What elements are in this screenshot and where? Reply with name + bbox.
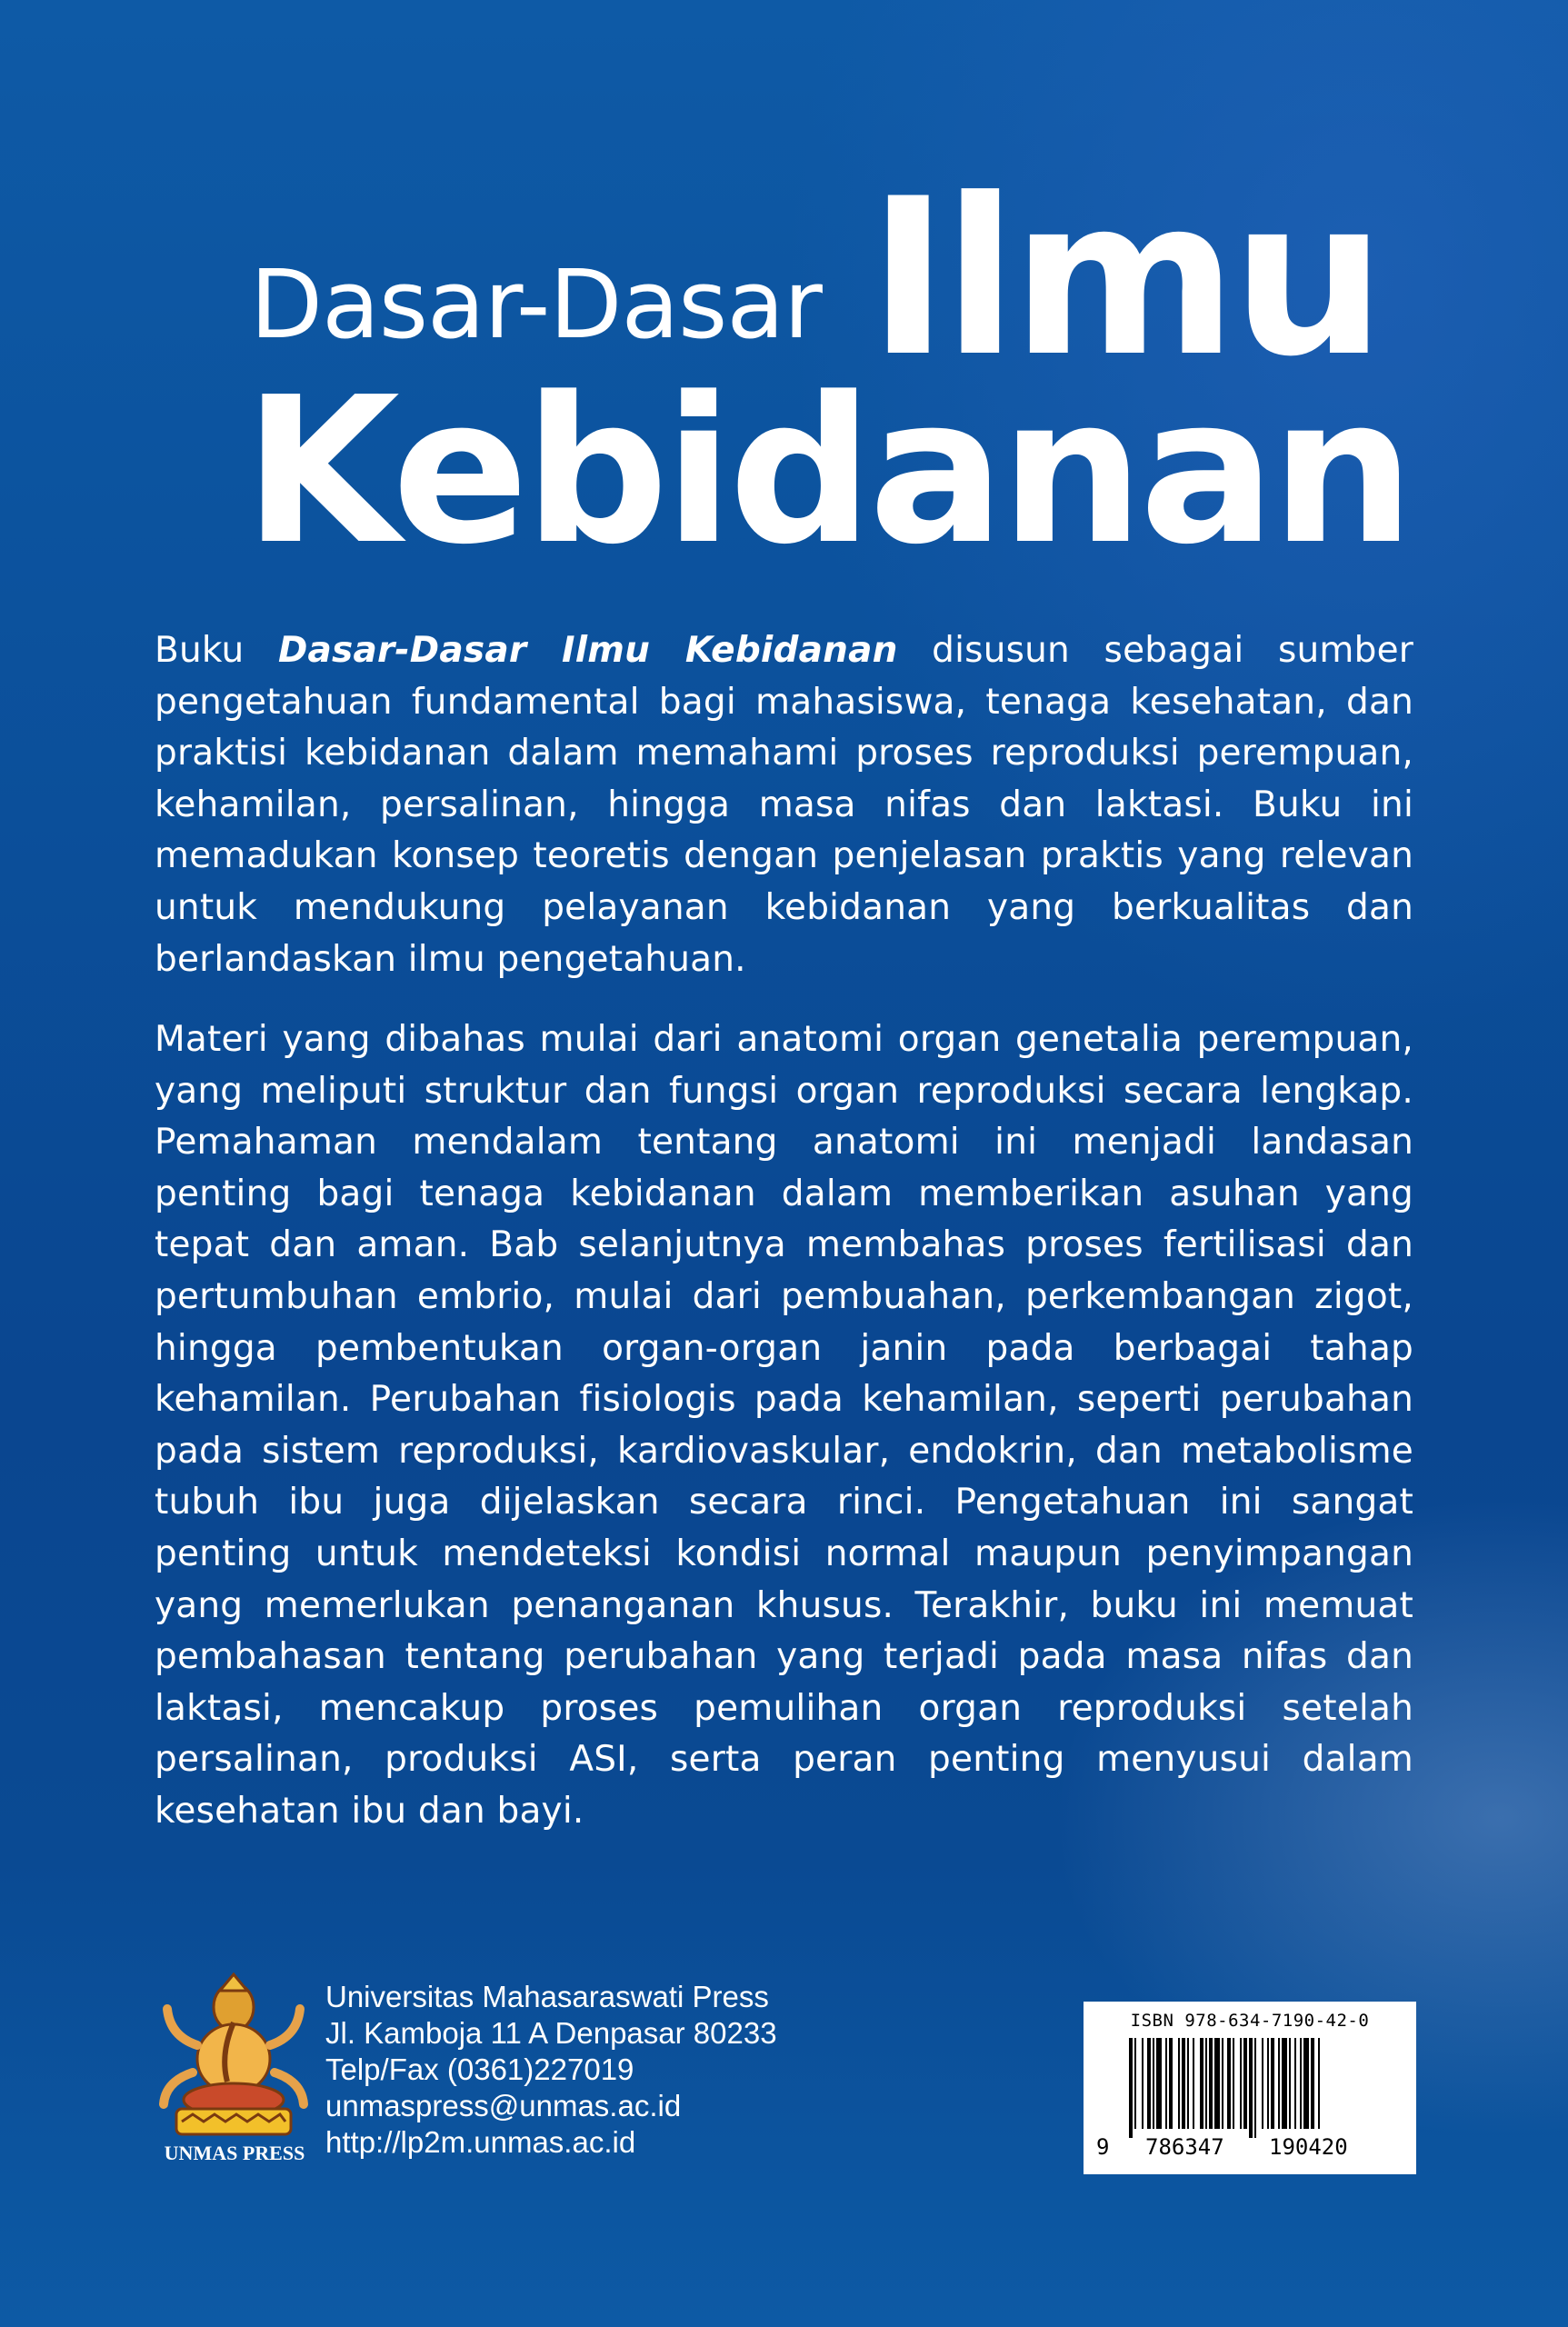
barcode-bar xyxy=(1271,2038,1274,2129)
barcode-bar xyxy=(1187,2038,1189,2129)
barcode-bar xyxy=(1182,2038,1185,2129)
barcode-bar xyxy=(1267,2038,1269,2129)
publisher-contact xyxy=(325,1979,777,2161)
publisher-name: Universitas Mahasaraswati Press xyxy=(325,1980,769,2013)
isbn-barcode xyxy=(1084,2002,1416,2174)
barcode-bar xyxy=(1240,2038,1242,2129)
description-body-1: disusun sebagai sumber pengetahuan fundamental bagi mahasiswa, tenaga kesehatan, dan praktisi kebidanan dalam memahami proses reproduksi perempuan, kehamilan, persalinan, hingga masa nifas dan laktasi. Buku ini memadukan konsep teoretis dengan penjelasan praktis yang relevan untuk mendukung pelayanan kebidanan yang berkualitas dan berlandaskan ilmu pengetahuan. xyxy=(155,630,1413,980)
title-word-kebidanan: Kebidanan xyxy=(244,355,1411,589)
publisher-email: unmaspress@unmas.ac.id xyxy=(325,2089,682,2122)
ganesha-logo xyxy=(156,1972,311,2163)
description-lead: Buku xyxy=(155,630,278,671)
barcode-bars xyxy=(1129,2038,1374,2138)
barcode-digit-first: 9 xyxy=(1096,2134,1110,2160)
barcode-bar xyxy=(1249,2038,1253,2138)
publisher-phone: Telp/Fax (0361)227019 xyxy=(325,2052,634,2086)
barcode-bar xyxy=(1289,2038,1291,2129)
title-word-ilmu: Ilmu xyxy=(868,153,1381,404)
barcode-bar xyxy=(1311,2038,1314,2129)
logo-caption: UNMAS PRESS xyxy=(164,2142,305,2164)
barcode-bar xyxy=(1165,2038,1167,2129)
barcode-bar xyxy=(1233,2038,1234,2129)
barcode-bar xyxy=(1282,2038,1287,2129)
barcode-bar xyxy=(1169,2038,1173,2129)
barcode-bar xyxy=(1278,2038,1280,2129)
barcode-bar xyxy=(1222,2038,1223,2129)
barcode-bar xyxy=(1318,2038,1320,2129)
barcode-bar xyxy=(1147,2038,1151,2129)
description-book-title: Dasar-Dasar Ilmu Kebidanan xyxy=(277,630,898,671)
publisher-website: http://lp2m.unmas.ac.id xyxy=(325,2125,636,2159)
barcode-bar xyxy=(1142,2038,1144,2129)
barcode-bar xyxy=(1209,2038,1213,2129)
barcode-digits-left: 786347 xyxy=(1145,2134,1224,2160)
description-paragraph-2: Materi yang dibahas mulai dari anatomi organ genetalia perempuan, yang meliputi struktur dan fungsi organ reproduksi secara lengkap. Pemahaman mendalam tentang anatomi ini menjadi landasan penting bagi tenaga kebidanan dalam memberikan asuhan yang tepat dan aman. Bab selanjutnya membahas proses fertilisasi dan pertumbuhan embrio, mulai dari pembuahan, perkembangan zigot, hingga pembentukan organ-organ janin pada berbagai tahap kehamilan. Perubahan fisiologis pada kehamilan, seperti perubahan pada sistem reproduksi, kardiovaskular, endokrin, dan metabolisme tubuh ibu juga dijelaskan secara rinci. Pengetahuan ini sangat penting untuk mendeteksi kondisi normal maupun penyimpangan yang memerlukan penanganan khusus. Terakhir, buku ini memuat pembahasan tentang perubahan yang terjadi pada masa nifas dan laktasi, mencakup proses pemulihan organ reproduksi setelah persalinan, produksi ASI, serta peran penting menyusui dalam kesehatan ibu dan bayi. xyxy=(155,1019,1413,1832)
isbn-label: ISBN 978-634-7190-42-0 xyxy=(1130,2011,1370,2031)
barcode-bar xyxy=(1254,2038,1256,2138)
title-prefix: Dasar-Dasar xyxy=(250,249,822,360)
barcode-bar xyxy=(1156,2038,1162,2129)
barcode-bar xyxy=(1134,2038,1136,2129)
barcode-bar xyxy=(1214,2038,1220,2129)
barcode-bar xyxy=(1193,2038,1194,2129)
barcode-bar xyxy=(1200,2038,1203,2129)
barcode-bar xyxy=(1303,2038,1309,2129)
barcode-bar xyxy=(1243,2038,1247,2129)
barcode-bar xyxy=(1300,2038,1302,2129)
barcode-bar xyxy=(1294,2038,1296,2129)
barcode-bar xyxy=(1129,2038,1133,2138)
barcode-bar xyxy=(1153,2038,1154,2129)
barcode-bar xyxy=(1227,2038,1231,2129)
barcode-digits-right: 190420 xyxy=(1269,2134,1348,2160)
barcode-bar xyxy=(1262,2038,1263,2129)
publisher-address: Jl. Kamboja 11 A Denpasar 80233 xyxy=(325,2016,777,2050)
barcode-bar xyxy=(1178,2038,1180,2129)
description-paragraph-1 xyxy=(155,625,1413,985)
barcode-bar xyxy=(1205,2038,1207,2129)
